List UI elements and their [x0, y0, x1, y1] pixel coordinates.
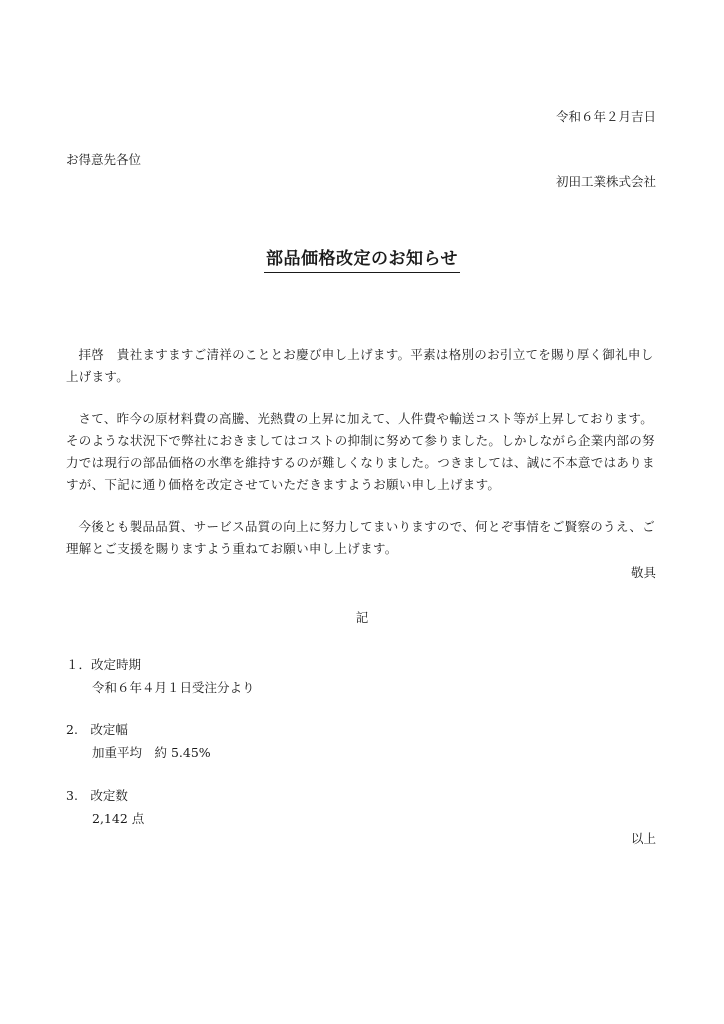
item-label-count: 3. 改定数: [66, 788, 128, 803]
document-title: 部品価格改定のお知らせ: [264, 244, 460, 273]
document-date: 令和６年２月吉日: [555, 109, 656, 124]
closing-word: 敬具: [630, 565, 656, 580]
item-value-count: 2,142 点: [92, 811, 145, 826]
item-label-rate: 2. 改定幅: [66, 722, 128, 737]
paragraph-greeting: 拝啓 貴社ますますご清祥のこととお慶び申し上げます。平素は格別のお引立てを賜り厚く御礼申し上げます。: [66, 347, 654, 384]
item-value-rate: 加重平均 約 5.45%: [92, 745, 211, 760]
ki-heading: 記: [355, 610, 369, 625]
end-mark: 以上: [630, 831, 656, 846]
item-label-period: １．改定時期: [66, 657, 142, 672]
item-value-period: 令和６年４月１日受注分より: [92, 680, 255, 695]
paragraph-reason: さて、昨今の原材料費の高騰、光熱費の上昇に加えて、人件費や輸送コスト等が上昇しております。そのような状況下で弊社におきましてはコストの抑制に努めて参りました。しかしながら企業内部の努力では現行の部品価格の水準を維持するのが難しくなりました。つきましては、誠に不本意ではありますが、下記に通り価格を改定させていただきますようお願い申し上げます。: [66, 411, 655, 492]
recipient: お得意先各位: [66, 152, 142, 167]
paragraph-request: 今後とも製品品質、サービス品質の向上に努力してまいりますので、何とぞ事情をご賢察のうえ、ご理解とご支援を賜りますよう重ねてお願い申し上げます。: [66, 519, 656, 556]
document-title-wrapper: [0, 244, 724, 273]
sender-company: 初田工業株式会社: [555, 174, 656, 189]
